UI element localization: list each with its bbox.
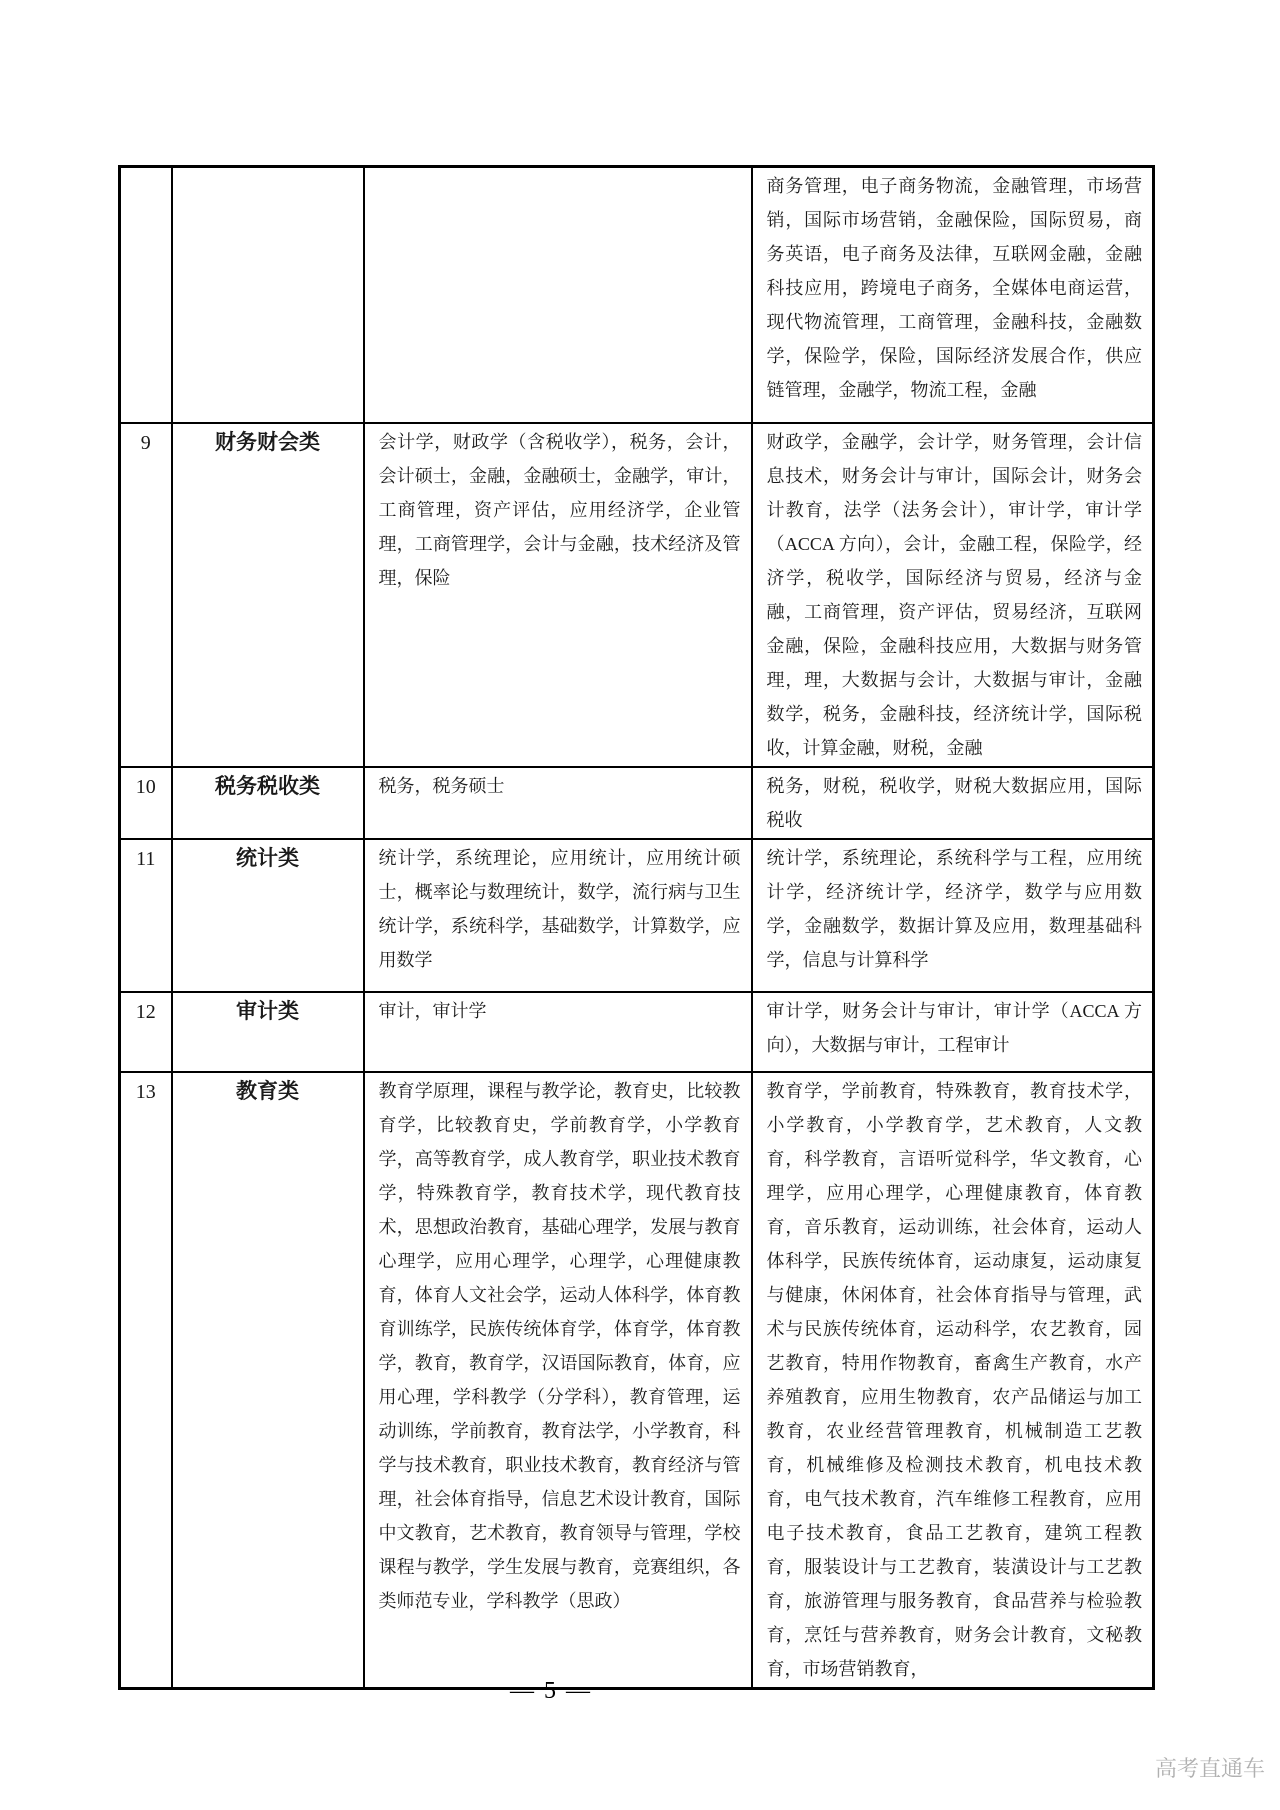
majors-left-cell: 教育学原理，课程与教学论，教育史，比较教育学，比较教育史，学前教育学，小学教育学，高等教育学，成人教育学，职业技术教育学，特殊教育学，教育技术学，现代教育技术，思想政治教育，基础心理学，发展与教育心理学，应用心理学，心理学，心理健康教育，体育人文社会学，运动人体科学，体育教育训练学，民族传统体育学，体育学，体育教学，教育，教育学，汉语国际教育，体育，应用心理，学科教学（分学科），教育管理，运动训练，学前教育，教育法学，小学教育，科学与技术教育，职业技术教育，教育经济与管理，社会体育指导，信息艺术设计教育，国际中文教育，艺术教育，教育领导与管理，学校课程与教学，学生发展与教育，竞赛组织，各类师范专业，学科教学（思政）: [364, 1072, 752, 1689]
majors-right-cell: 统计学，系统理论，系统科学与工程，应用统计学，经济统计学，经济学，数学与应用数学，金融数学，数据计算及应用，数理基础科学，信息与计算科学: [752, 839, 1154, 992]
table-row: [120, 167, 1154, 423]
row-number-cell: 11: [120, 839, 172, 992]
row-number-cell: 10: [120, 767, 172, 839]
majors-right-cell: 商务管理，电子商务物流，金融管理，市场营销，国际市场营销，金融保险，国际贸易，商务英语，电子商务及法律，互联网金融，金融科技应用，跨境电子商务，全媒体电商运营，现代物流管理，工商管理，金融科技，金融数学，保险学，保险，国际经济发展合作，供应链管理，金融学，物流工程，金融: [752, 167, 1154, 423]
table-row: [120, 423, 1154, 767]
category-cell: 财务财会类: [172, 423, 364, 767]
category-cell: 教育类: [172, 1072, 364, 1689]
table-row: [120, 767, 1154, 839]
table-row: [120, 1072, 1154, 1689]
majors-left-cell: 统计学，系统理论，应用统计，应用统计硕士，概率论与数理统计，数学，流行病与卫生统计学，系统科学，基础数学，计算数学，应用数学: [364, 839, 752, 992]
table-row: [120, 839, 1154, 992]
category-cell: [172, 167, 364, 423]
majors-right-cell: 税务，财税，税收学，财税大数据应用，国际税收: [752, 767, 1154, 839]
majors-right-cell: 教育学，学前教育，特殊教育，教育技术学，小学教育，小学教育学，艺术教育，人文教育，科学教育，言语听觉科学，华文教育，心理学，应用心理学，心理健康教育，体育教育，音乐教育，运动训练，社会体育，运动人体科学，民族传统体育，运动康复，运动康复与健康，休闲体育，社会体育指导与管理，武术与民族传统体育，运动科学，农艺教育，园艺教育，特用作物教育，畜禽生产教育，水产养殖教育，应用生物教育，农产品储运与加工教育，农业经营管理教育，机械制造工艺教育，机械维修及检测技术教育，机电技术教育，电气技术教育，汽车维修工程教育，应用电子技术教育，食品工艺教育，建筑工程教育，服装设计与工艺教育，装潢设计与工艺教育，旅游管理与服务教育，食品营养与检验教育，烹饪与营养教育，财务会计教育，文秘教育，市场营销教育，: [752, 1072, 1154, 1689]
majors-table: [118, 165, 1155, 1690]
majors-left-cell: 会计学，财政学（含税收学），税务，会计，会计硕士，金融，金融硕士，金融学，审计，工商管理，资产评估，应用经济学，企业管理，工商管理学，会计与金融，技术经济及管理，保险: [364, 423, 752, 767]
category-cell: 统计类: [172, 839, 364, 992]
majors-left-cell: 税务，税务硕士: [364, 767, 752, 839]
watermark: 高考直通车: [1154, 1756, 1265, 1781]
category-cell: 审计类: [172, 992, 364, 1072]
row-number-cell: 9: [120, 423, 172, 767]
category-cell: 税务税收类: [172, 767, 364, 839]
majors-right-cell: 审计学，财务会计与审计，审计学（ACCA 方向），大数据与审计，工程审计: [752, 992, 1154, 1072]
page-number: — 5 —: [510, 1678, 592, 1704]
row-number-cell: [120, 167, 172, 423]
majors-left-cell: 审计，审计学: [364, 992, 752, 1072]
row-number-cell: 13: [120, 1072, 172, 1689]
table-row: [120, 992, 1154, 1072]
row-number-cell: 12: [120, 992, 172, 1072]
majors-left-cell: [364, 167, 752, 423]
majors-right-cell: 财政学，金融学，会计学，财务管理，会计信息技术，财务会计与审计，国际会计，财务会计教育，法学（法务会计），审计学，审计学（ACCA 方向），会计，金融工程，保险学，经济学，税收学，国际经济与贸易，经济与金融，工商管理，资产评估，贸易经济，互联网金融，保险，金融科技应用，大数据与财务管理，理，大数据与会计，大数据与审计，金融数学，税务，金融科技，经济统计学，国际税收，计算金融，财税，金融: [752, 423, 1154, 767]
